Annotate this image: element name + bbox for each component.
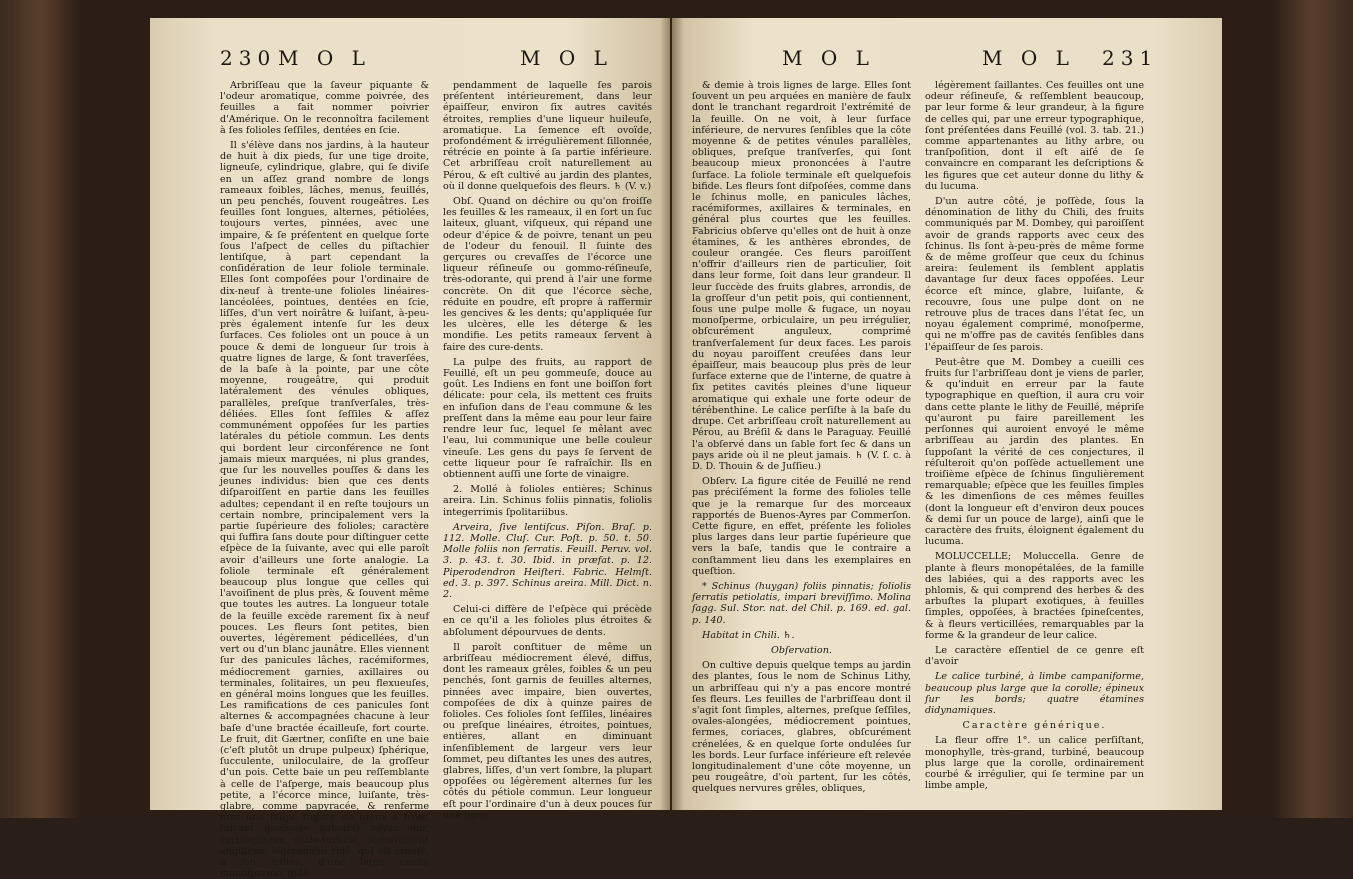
section-heading: Obſervation. xyxy=(771,644,832,656)
paragraph: Il paroît conſtituer de même un arbriſſeau médiocrement élevé, diffus, dont les rameaux grêles, foibles & un peu penchés, ſont garnis de feuilles alternes, pinnées avec impaire, bien ouvertes, compoſées de dix à quinze paires de folioles. Ces folioles ſont ſeſſiles, linéaires ou preſque linéaires, étroites, pointues, entières, allant en diminuant inſenſiblement de largeur vers leur ſommet, peu diſtantes les unes des autres, glabres, liſſes, d'un vert ſombre, la plupart oppoſées ou légèrement alternes ſur les côtés du pétiole commun. Leur longueur eſt pour l'ordinaire d'un à deux pouces ſur une ligne xyxy=(443,641,652,821)
paragraph: Arbriſſeau que la ſaveur piquante & l'odeur aromatique, comme poivrée, des feuilles a fait nommer poivrier d'Amérique. On le reconnoîtra facilement à ſes folioles ſeſſiles, dentées en ſcie. xyxy=(220,80,429,136)
book-gutter xyxy=(660,18,684,810)
paragraph: Celui-ci diffère de l'eſpèce qui précède en ce qu'il a les folioles plus étroites & abſolument dépourvues de dents. xyxy=(443,604,652,638)
paragraph: Peut-être que M. Dombey a cueilli ces fruits ſur l'arbriſſeau dont je viens de parler, & qu'induit en erreur par la faute typographique en queſtion, il aura cru voir dans cette plante le lithy de Feuillé, mépriſe qu'auront pu faire pareillement les perſonnes qui auroient envoyé le même arbriſſeau au jardin des plantes. En ſuppoſant la vérité de ces conjectures, il réſulteroit qu'on poſſède actuellement une troiſième eſpèce de ſchinus ſingulièrement remarquable; eſpèce que les feuilles ſimples & les dimenſions de ces mêmes feuilles (dont la longueur eſt d'environ deux pouces & demi ſur un pouce de large), ainſi que le caractère des fruits, éloignent également du lucuma. xyxy=(925,356,1144,548)
paragraph: La fleur offre 1°. un calice perſiſtant, monophylle, très-grand, turbiné, beaucoup plus large que la corolle, ordinairement courbé & irrégulier, qui ſe termine par un limbe ample, xyxy=(925,735,1144,792)
paragraph: légèrement ſaillantes. Ces feuilles ont une odeur réſineuſe, & reſſemblent beaucoup, par leur forme & leur grandeur, à la figure de celles qui, par une erreur typographique, ſont préſentées dans Feuillé (vol. 3. tab. 21.) comme appartenantes au lithy arbre, ou tranſpoſition, dont il eſt aiſé de ſe convaincre en comparant les deſcriptions & les figures que cet auteur donne du lithy & du lucuma. xyxy=(925,80,1144,192)
left-column-1 xyxy=(220,80,429,879)
synonymy: Arveira, ſive lentiſcus. Piſon. Braſ. p. 112. Molle. Cluſ. Cur. Poſt. p. 50. t. 50. Molle foliis non ſerratis. Feuill. Peruv. vol. 3. p. 43. t. 30. Ibid. in præfat. p. 12. Piperodendron Heiſteri. Fabric. Helmſt. ed. 3. p. 397. Schinus areira. Mill. Dict. n. 2. xyxy=(443,521,652,600)
left-running-head xyxy=(150,46,670,76)
section-heading: Caractère générique. xyxy=(962,720,1107,732)
species-heading: 2. Mollé à folioles entières; Schinus areira. Lin. Schinus foliis pinnatis, foliolis integerrimis ſpolitariibus. xyxy=(443,484,652,518)
genus-entry: MOLUCCELLE; Moluccella. Genre de plante à fleurs monopétalées, de la famille des labiées, qui a des rapports avec les phlomis, & qui comprend des herbes & des arbuſtes la plupart exotiques, à feuilles ſimples, oppoſées, à bractées ſpineſcentes, & à fleurs verticillées, remarquables par la forme & la grandeur de leur calice. xyxy=(925,551,1144,641)
running-head-right-a: M O L xyxy=(782,46,875,70)
right-column-2 xyxy=(925,80,1144,798)
paragraph: On cultive depuis quelque temps au jardin des plantes, ſous le nom de Schinus Lithy, un arbriſſeau qui n'y a pas encore montré ſes fleurs. Les feuilles de l'arbriſſeau dont il s'agit ſont ſimples, alternes, preſque ſeſſiles, ovales-alongées, médiocrement pointues, fermes, coriaces, glabres, obſcurément crénelées, & en quelque ſorte ondulées ſur les bords. Leur ſurface inférieure eſt relevée longitudinalement d'une côte moyenne, un peu rougeâtre, d'où partent, ſur les côtés, quelques nervures grêles, obliques, xyxy=(692,660,911,795)
page-number-right: 231 xyxy=(1102,46,1159,70)
right-columns xyxy=(692,80,1144,798)
paragraph: Il s'élève dans nos jardins, à la hauteur de huit à dix pieds, ſur une tige droite, ligneuſe, cylindrique, glabre, qui ſe diviſe en un aſſez grand nombre de longs rameaux foibles, lâches, menus, feuillés, un peu penchés, ſouvent rougeâtres. Les feuilles ſont longues, alternes, pétiolées, toujours vertes, pinnées, avec une impaire, & ſe préſentent en quelque ſorte ſous l'aſpect de celles du piſtachier lentiſque, à part cependant la conſidération de leur foliole terminale. Elles ſont compoſées pour l'ordinaire de dix-neuf à trente-une folioles linéaires-lancéolées, pointues, dentées en ſcie, liſſes, d'un vert noirâtre & luiſant, à-peu-près également intenſe ſur les deux ſurfaces. Ces folioles ont un pouce à un pouce & demi de longueur ſur trois à quatre lignes de large, & ſont traverſées, de la baſe à la pointe, par une côte moyenne, rougeâtre, qui produit latéralement des vénules obliques, parallèles, preſque tranſverſales, très-déliées. Elles ſont ſeſſiles & aſſez communément oppoſées ſur les parties latérales du pétiole commun. Les dents qui bordent leur circonférence ne ſont jamais mieux marquées, ni plus grandes, que ſur les nouvelles pouſſes & dans les jeunes individus: bien que ces dents diſparoiſſent en partie dans les feuilles adultes; cependant il en reſte toujours un certain nombre, principalement vers la partie ſupérieure des folioles; caractère qui ſuffira ſans doute pour diſtinguer cette eſpèce de la ſuivante, avec qui elle paroît avoir d'ailleurs une ſorte analogie. La foliole terminale eſt généralement beaucoup plus longue que celles qui l'avoiſinent de plus près, & ſouvent même que toutes les autres. La longueur totale de la feuille excède rarement ſix à neuf pouces. Les fleurs ſont petites, bien ouvertes, légèrement pédicellées, d'un vert ou d'un blanc jaunâtre. Elles viennent ſur des panicules lâches, racémiformes, médiocrement garnies, axillaires ou terminales, ſolitaires, un peu flexueuſes, en général moins longues que les feuilles. Les ramifications de ces panicules ſont alternes & accompagnées chacune à leur baſe d'une bractée écailleuſe, fort courte. Le fruit, dit Gærtner, conſiſte en une baie (c'eſt plutôt un drupe pulpeux) ſphérique, ſucculente, uniloculaire, de la groſſeur d'un pois. Cette baie un peu reſſemblante à celle de l'aſperge, mais beaucoup plus petite, a l'écorce mince, luiſante, très-glabre, comme papyracée, & renferme ſous une pulpe fugace un (deux à trois, ſuivant quelques auteurs) noyau dur, cartilagineux, ovale-turbiné, obſcurément anguleux, légèrement ridé, qui eſt creuſé, à ſon milieu, d'une large cavité monoſperme, indé- xyxy=(220,140,429,879)
habitat: Habitat in Chili. ♄. xyxy=(702,629,795,641)
paragraph: & demie à trois lignes de large. Elles ſont ſouvent un peu arquées en manière de faulx dont le tranchant regardroit l'extrémité de la feuille. On ne voit, à leur ſurface inférieure, de nervures ſenſibles que la côte moyenne & de petites vénules parallèles, obliques, preſque tranſverſes, qui ſont beaucoup mieux prononcées à l'autre ſurface. La foliole terminale eſt quelquefois bifide. Les fleurs ſont diſpoſées, comme dans le ſchinus molle, en panicules lâches, racémiformes, axillaires & terminales, en général plus courtes que les feuilles. Fabricius obſerve qu'elles ont de huit à onze étamines, & les anthères ebrondes, de couleur orangée. Ces fleurs paroiſſent n'offrir d'ailleurs rien de particulier, ſoit dans leur forme, ſoit dans leur grandeur. Il leur ſuccède des fruits glabres, arrondis, de la groſſeur d'un petit pois, qui contiennent, ſous une pulpe molle & fugace, un noyau monoſperme, orbiculaire, un peu irrégulier, obſcurément anguleux, comprimé tranſverſalement ſur deux faces. Les parois du noyau paroiſſent creuſées dans leur épaiſſeur, mais beaucoup plus près de leur ſurface externe que de l'interne, de quatre à ſix petites cavités pleines d'une liqueur aromatique qui exhale une forte odeur de térébenthine. Le calice perſiſte à la baſe du drupe. Cet arbriſſeau croît naturellement au Pérou, au Bréſil & dans le Paraguay. Feuillé l'a obſervé dans un ſable fort ſec & dans un pays aride où il ne pleut jamais. ♄ (V. ſ. c. à D. D. Thouin & de Juſſieu.) xyxy=(692,80,911,472)
essential-character: Le calice turbiné, à limbe campaniforme, beaucoup plus large que la corolle; épineux ſur les bords; quatre étamines didynamiques. xyxy=(925,671,1144,716)
paragraph: Obſerv. La figure citée de Feuillé ne rend pas préciſément la forme des folioles telle que je la remarque ſur des morceaux rapportés de Buenos-Ayres par Commerſon. Cette figure, en effet, préſente les folioles plus larges dans leur partie ſupérieure que vers la baſe, tandis que le contraire a conſtamment lieu dans les exemplaires en queſtion. xyxy=(692,476,911,577)
right-column-1 xyxy=(692,80,911,798)
paragraph: Le caractère eſſentiel de ce genre eſt d'avoir xyxy=(925,644,1144,668)
running-head-left-b: M O L xyxy=(520,46,613,70)
page-number-left: 230 xyxy=(220,46,277,70)
running-head-left-a: M O L xyxy=(278,46,371,70)
paragraph: D'un autre côté, je poſſède, ſous la dénomination de lithy du Chili, des fruits communiqués par M. Dombey, qui paroiſſent avoir de grands rapports avec ceux des ſchinus. Ils ſont à-peu-près de même forme & de même groſſeur que ceux du ſchinus areira: ſeulement ils ſemblent applatis davantage ſur deux faces oppoſées. Leur écorce eſt mince, glabre, luiſante, & recouvre, ſous une pulpe dont on ne retrouve plus de traces dans l'état ſec, un noyau également comprimé, monoſperme, qui ne m'offre pas de cavités ſenſibles dans l'épaiſſeur de ſes parois. xyxy=(925,196,1144,353)
right-running-head xyxy=(672,46,1222,76)
left-column-2 xyxy=(443,80,652,821)
running-head-right-b: M O L xyxy=(982,46,1075,70)
left-columns xyxy=(220,80,652,879)
left-page xyxy=(150,18,670,879)
paragraph: La pulpe des fruits, au rapport de Feuillé, eſt un peu gommeuſe, douce au goût. Les Indiens en font une boiſſon fort délicate: pour cela, ils mettent ces fruits en infuſion dans de l'eau commune & les preſſent dans la même eau pour leur faire rendre leur ſuc, lequel ſe mêlant avec l'eau, lui communique une belle couleur vineuſe. Les gens du pays ſe ſervent de cette liqueur pour ſe rafraîchir. Ils en obtiennent auſſi une ſorte de vinaigre. xyxy=(443,356,652,480)
paragraph: Obſ. Quand on déchire ou qu'on froiſſe les feuilles & les rameaux, il en ſort un ſuc laiteux, gluant, viſqueux, qui répand une odeur d'épice & de poivre, tenant un peu de l'odeur du fenouil. Il ſuinte des gerçures ou crevaſſes de l'écorce une liqueur réſineuſe ou gommo-réſineuſe, très-odorante, qui prend à l'air une forme concrète. On dit que l'écorce sèche, réduite en poudre, eſt propre à raffermir les gencives & les dents; qu'appliquée ſur les ulcères, elle les déterge & les mondifie. Les petits rameaux ſervent à faire des cure-dents. xyxy=(443,196,652,353)
paragraph: pendamment de laquelle ſes parois préſentent intérieurement, dans leur épaiſſeur, environ ſix autres cavités étroites, remplies d'une liqueur huileuſe, aromatique. La ſemence eſt ovoïde, profondément & irrégulièrement ſillonnée, rétrécie en pointe à ſa partie inférieure. Cet arbriſſeau croît naturellement au Pérou, & eſt cultivé au jardin des plantes, où il donne quelquefois des fleurs. ♄ (V. v.) xyxy=(443,80,652,192)
right-page xyxy=(672,18,1222,810)
species-note: * Schinus (huygan) foliis pinnatis; foliolis ſerratis petiolatis, impari breviſſimo. Molina ſagg. Sul. Stor. nat. del Chil. p. 169. ed. gal. p. 140. xyxy=(692,580,911,626)
